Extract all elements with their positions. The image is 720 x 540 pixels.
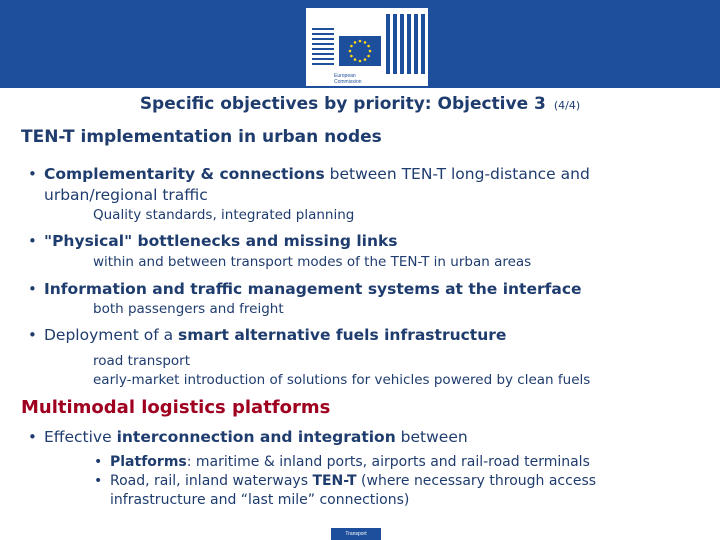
slide-title-text: Specific objectives by priority: Objective 3: [139, 94, 546, 114]
bullet-icon: •: [94, 454, 103, 470]
sub-item: Quality standards, integrated planning: [93, 207, 355, 223]
slide-title: [0, 94, 720, 114]
section-heading-urban-nodes: TEN-T implementation in urban nodes: [21, 127, 382, 147]
logo-wordmark: European Commission: [334, 73, 362, 85]
list-item: • "Physical" bottlenecks and missing links: [28, 232, 398, 250]
slide-counter: (4/4): [553, 99, 581, 112]
bullet-icon: •: [28, 428, 37, 446]
bullet-icon: •: [28, 165, 37, 183]
section-heading-logistics: Multimodal logistics platforms: [21, 397, 331, 418]
bullet-icon: •: [94, 473, 103, 489]
list-item: • Effective interconnection and integration between: [28, 428, 468, 446]
sub-list-item: • Platforms: maritime & inland ports, airports and rail-road terminals: [94, 454, 590, 470]
sub-item: within and between transport modes of the TEN-T in urban areas: [93, 254, 532, 270]
list-item: • Information and traffic management systems at the interface: [28, 280, 582, 298]
bullet-icon: •: [28, 232, 37, 250]
list-item: • Complementarity & connections between TEN-T long-distance and urban/regional traffic: [28, 165, 590, 204]
sub-item: early-market introduction of solutions for vehicles powered by clean fuels: [93, 372, 591, 388]
european-commission-logo: [306, 8, 428, 86]
sub-list-item: • Road, rail, inland waterways TEN-T (where necessary through access infrastructure and “last mile” connections): [94, 473, 597, 508]
list-item: • Deployment of a smart alternative fuels infrastructure: [28, 326, 507, 344]
bullet-icon: •: [28, 280, 37, 298]
sub-item: road transport: [93, 353, 191, 369]
bullet-icon: •: [28, 326, 37, 344]
footer-transport-label: Transport: [331, 528, 381, 540]
sub-item: both passengers and freight: [93, 301, 284, 317]
